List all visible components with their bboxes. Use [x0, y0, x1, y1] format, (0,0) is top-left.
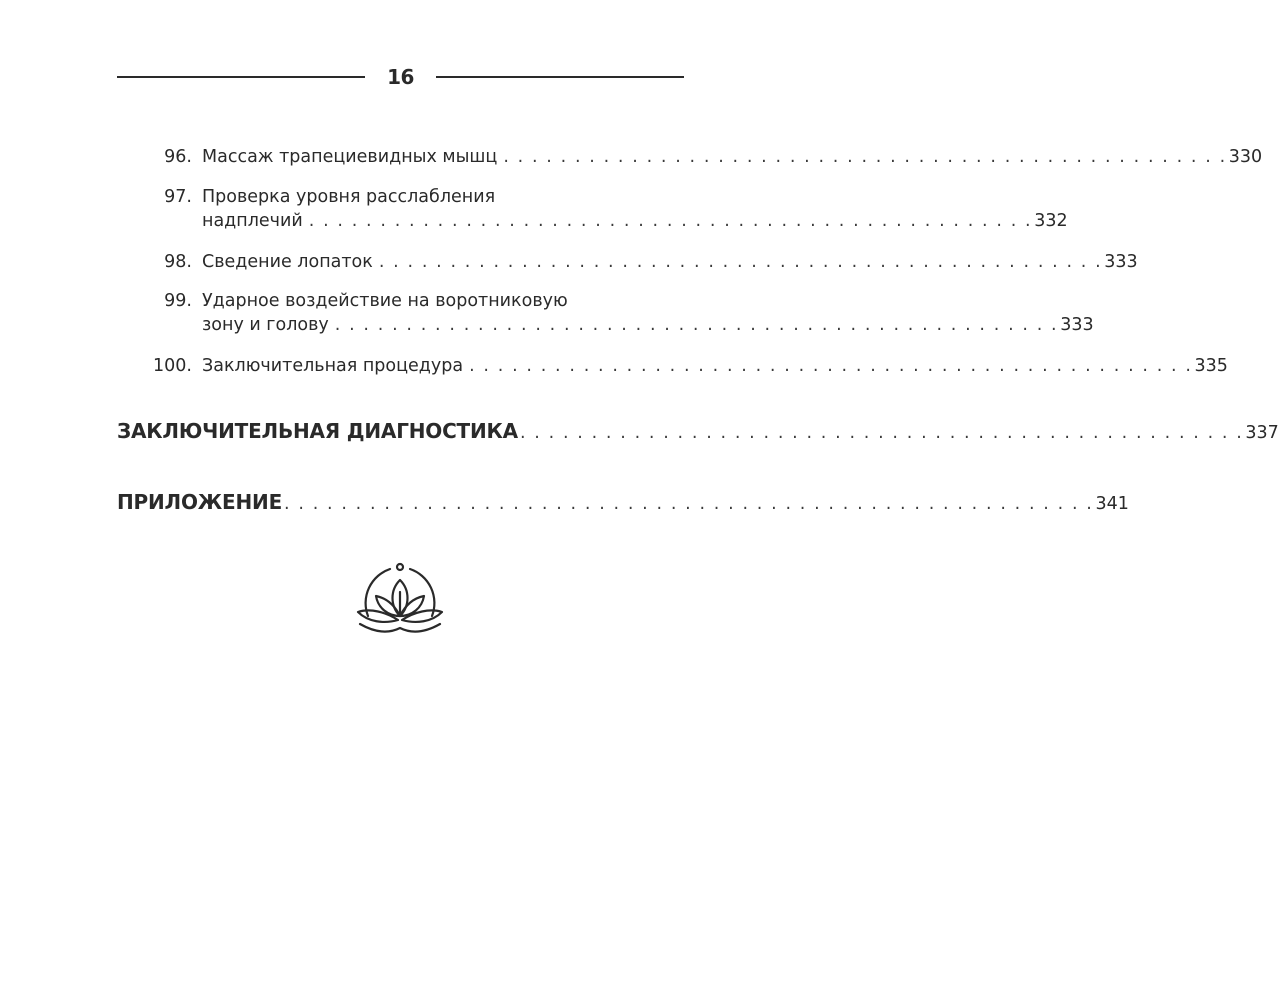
entry-title-continued: зону и голову	[202, 315, 329, 335]
right-outer-petal	[402, 610, 442, 622]
halo-arc-right	[410, 569, 434, 616]
dot-leader: . . . . . . . . . . . . . . . . . . . . . . . . . . . . . . . . . . . . . . . . . . . . . . . . . . .	[519, 423, 1244, 443]
entry-title: Массаж трапециевидных мышц	[202, 147, 498, 167]
lotus-base	[360, 624, 440, 631]
toc-entry[interactable]	[116, 289, 1094, 337]
toc-entry[interactable]	[116, 185, 1068, 233]
toc-section[interactable]	[117, 419, 1279, 449]
lotus-icon	[354, 562, 446, 636]
toc-entry[interactable]	[116, 354, 1228, 378]
lotus-dot	[397, 564, 403, 570]
page-number: 16	[387, 65, 414, 89]
entry-number: 100.	[153, 356, 192, 376]
entry-page: 332	[1034, 211, 1068, 231]
toc-entry[interactable]	[116, 250, 1138, 274]
halo-arc-left	[366, 569, 390, 616]
entry-title: Проверка уровня расслабления	[202, 187, 496, 207]
entry-number: 96.	[164, 147, 192, 167]
entry-page: 335	[1194, 356, 1228, 376]
entry-number: 98.	[164, 252, 192, 272]
entry-page: 333	[1060, 315, 1094, 335]
left-outer-petal	[358, 610, 398, 622]
dot-leader: . . . . . . . . . . . . . . . . . . . . . . . . . . . . . . . . . . . . . . . . . . . . . . . . . . .	[334, 315, 1059, 335]
section-title: ПРИЛОЖЕНИЕ	[117, 490, 283, 514]
entry-title: Заключительная процедура	[202, 356, 464, 376]
page-header	[117, 62, 684, 92]
entry-title: Ударное воздействие на воротниковую	[202, 291, 568, 311]
entry-page: 333	[1104, 252, 1138, 272]
entry-page: 330	[1228, 147, 1263, 167]
dot-leader: . . . . . . . . . . . . . . . . . . . . . . . . . . . . . . . . . . . . . . . . . . . . . . . . . . .	[469, 356, 1193, 376]
dot-leader: . . . . . . . . . . . . . . . . . . . . . . . . . . . . . . . . . . . . . . . . . . . . . . . . . . . . . . . . .	[284, 494, 1094, 514]
entry-title-continued: надплечий	[202, 211, 303, 231]
dot-leader: . . . . . . . . . . . . . . . . . . . . . . . . . . . . . . . . . . . . . . . . . . . . . . . . . . .	[308, 211, 1033, 231]
header-rule-right	[436, 76, 684, 78]
entry-number: 99.	[164, 291, 192, 311]
toc-section[interactable]	[117, 490, 1129, 520]
dot-leader: . . . . . . . . . . . . . . . . . . . . . . . . . . . . . . . . . . . . . . . . . . . . . . . . . . .	[378, 252, 1103, 272]
section-page: 341	[1095, 494, 1129, 514]
section-title: ЗАКЛЮЧИТЕЛЬНАЯ ДИАГНОСТИКА	[117, 419, 518, 443]
toc-entry[interactable]	[116, 145, 1263, 169]
dot-leader: . . . . . . . . . . . . . . . . . . . . . . . . . . . . . . . . . . . . . . . . . . . . . . . . . . .	[503, 147, 1227, 167]
section-page: 337	[1245, 423, 1279, 443]
entry-title: Сведение лопаток	[202, 252, 373, 272]
entry-number: 97.	[164, 187, 192, 207]
